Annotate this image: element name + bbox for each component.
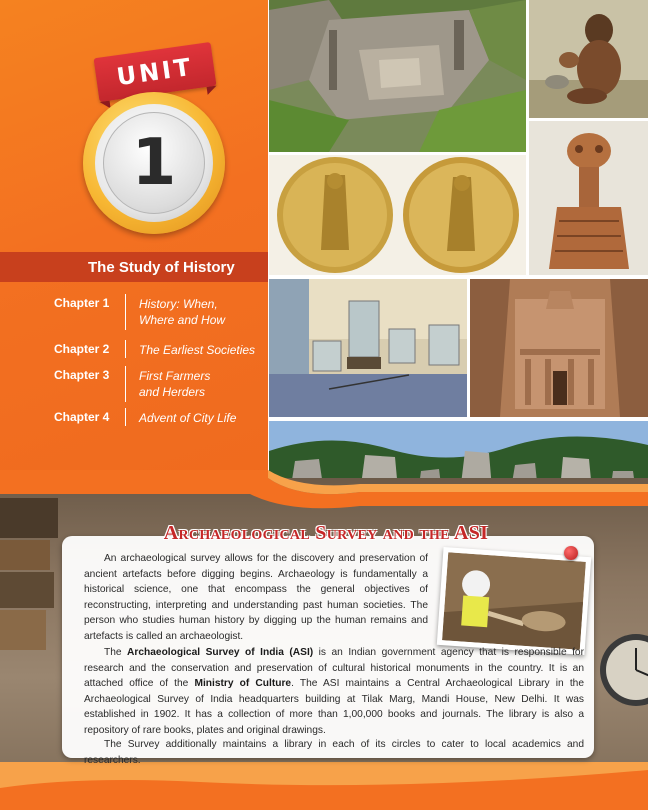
chapter-label: Chapter 2 bbox=[54, 342, 110, 356]
chapter-label: Chapter 4 bbox=[54, 410, 110, 424]
chapter-divider bbox=[125, 408, 126, 426]
chapter-title: Advent of City Life bbox=[139, 411, 237, 425]
museum-photo bbox=[269, 279, 467, 417]
chapter-label: Chapter 1 bbox=[54, 296, 110, 310]
paragraph-3: The Survey additionally maintains a library in each of its circles to cater to local academics and researchers. bbox=[84, 739, 584, 766]
pin-icon bbox=[564, 546, 578, 560]
chapter-title: The Earliest Societies bbox=[139, 343, 256, 357]
unit-medal bbox=[83, 92, 225, 234]
unit-title-bar bbox=[0, 252, 268, 282]
bottom-wave bbox=[0, 762, 648, 810]
chapter-divider bbox=[125, 366, 126, 402]
asi-term: Archaeological Survey of India (ASI) bbox=[127, 647, 314, 658]
books-decoration bbox=[0, 478, 60, 762]
paragraph-1: An archaeological survey allows for the discovery and preservation of ancient artefacts before digging begins. Archaeology is fundamentally a historical science, one that encompass the general objectives of reconstructing, interpreting and understanding past human societies. The person who studies human history by digging up the human remains and artefacts is called an archaeologist. bbox=[84, 553, 428, 642]
unit-title: The Study of History bbox=[88, 258, 235, 276]
archaeologist-photo bbox=[437, 547, 591, 655]
info-box-title: Archaeological Survey and the ASI bbox=[163, 522, 489, 544]
ministry-term: Ministry of Culture bbox=[194, 678, 292, 690]
chapter-title: History: When, Where and How bbox=[139, 297, 226, 327]
early-human-photo bbox=[529, 0, 648, 118]
chapter-label: Chapter 3 bbox=[54, 368, 110, 382]
unit-number: 1 bbox=[131, 126, 177, 200]
chapter-divider bbox=[125, 340, 126, 358]
figurine-photo bbox=[529, 121, 648, 275]
pocket-watch-decoration bbox=[596, 600, 648, 750]
petra-photo bbox=[470, 279, 648, 417]
paragraph-2: The Archaeological Survey of India (ASI) is an Indian government agency that is responsible for research and the conservation and preservation of cultural historical monuments in the country. It is an attached office of the Ministry of Culture. The ASI maintains a Central Archaeological Library in the Archaeological Survey of India headquarters building at Tilak Marg, Mandi House, New Delhi. It was established in 1902. It has a collection of more than 1,00,000 books and journals. The library is also a repository of rare books, plates and original drawings. bbox=[84, 647, 584, 736]
gold-coins-photo bbox=[269, 155, 526, 275]
chapter-divider bbox=[125, 294, 126, 330]
orange-wave bbox=[0, 470, 648, 520]
chapter-title: First Farmers and Herders bbox=[139, 369, 211, 399]
unit-label: UNIT bbox=[114, 52, 196, 92]
stone-ruins-photo bbox=[269, 0, 526, 152]
